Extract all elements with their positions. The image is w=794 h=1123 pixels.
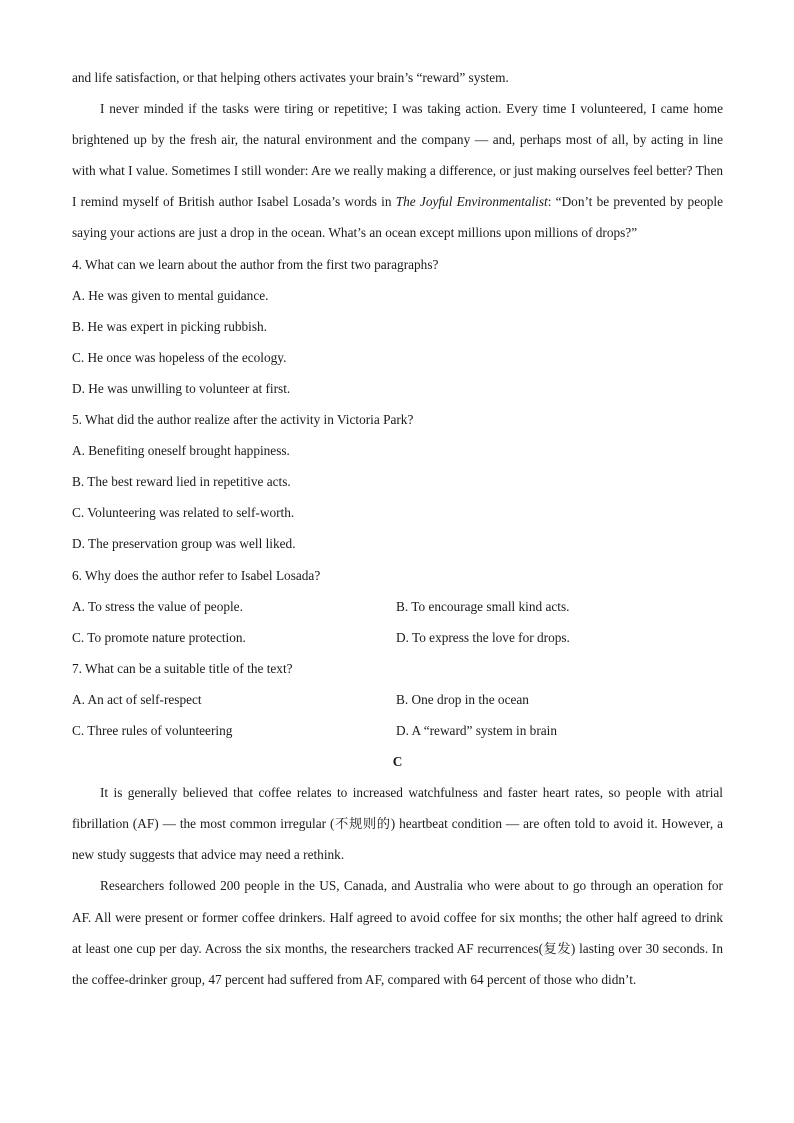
paragraph-text: I never minded if the tasks were tiring or repetitive; I was taking action. Every time I volunteered, I came home brightened up by the fresh air, the natural environment and the company — and, perhaps most of all, by acting in line with what I value. Sometimes I still wonder: Are we really making a difference, or just making ourselves feel better? Then I remind myself of British author Isabel Losada’s words in — [72, 101, 723, 210]
question-4-stem: 4. What can we learn about the author from the first two paragraphs? — [72, 256, 439, 272]
question-5-option-a: A. Benefiting oneself brought happiness. — [72, 443, 290, 459]
section-c-paragraph-2: Researchers followed 200 people in the US, Canada, and Australia who were about to go through an operation for AF. All were present or former coffee drinkers. Half agreed to avoid coffee for six months; the other half agreed to drink at least one cup per day. Across the six months, the researchers tracked AF recurrences(复发) lasting over 30 seconds. In the coffee-drinker group, 47 percent had suffered from AF, compared with 64 percent of those who didn’t. — [72, 878, 723, 987]
question-4-option-b: B. He was expert in picking rubbish. — [72, 318, 267, 334]
document-page — [72, 62, 723, 995]
question-7-option-b: B. One drop in the ocean — [396, 691, 529, 707]
passage-b-continued-line: and life satisfaction, or that helping others activates your brain’s “reward” system. — [72, 70, 509, 85]
section-c-heading: C — [392, 754, 403, 770]
question-6-options-row-1 — [72, 591, 723, 622]
book-title: The Joyful Environmentalist — [395, 194, 548, 210]
question-6-option-c: C. To promote nature protection. — [72, 629, 246, 645]
question-7-stem: 7. What can be a suitable title of the text? — [72, 660, 293, 676]
question-6-option-d: D. To express the love for drops. — [396, 629, 570, 645]
question-5-option-c: C. Volunteering was related to self-worth. — [72, 505, 295, 521]
question-4-option-c: C. He once was hopeless of the ecology. — [72, 349, 287, 365]
question-7-options-row-2 — [72, 715, 723, 746]
passage-b-paragraph — [72, 93, 723, 248]
question-5-option-d: D. The preservation group was well liked. — [72, 536, 296, 552]
question-6-option-b: B. To encourage small kind acts. — [396, 598, 570, 614]
question-6-option-a: A. To stress the value of people. — [72, 598, 243, 614]
question-6-options-row-2 — [72, 622, 723, 653]
paragraph-text-end: : “Don’t be prevented by people saying your actions are just a drop in the ocean. What’s an ocean except millions upon millions of drops?” — [72, 194, 723, 241]
question-5-option-b: B. The best reward lied in repetitive acts. — [72, 474, 291, 490]
question-6-stem: 6. Why does the author refer to Isabel Losada? — [72, 567, 321, 583]
section-c-paragraph-1: It is generally believed that coffee relates to increased watchfulness and faster heart rates, so people with atrial fibrillation (AF) — the most common irregular (不规则的) heartbeat condition — are often told to avoid it. However, a new study suggests that advice may need a rethink. — [72, 785, 723, 863]
question-5-stem: 5. What did the author realize after the activity in Victoria Park? — [72, 412, 414, 428]
question-7-option-a: A. An act of self-respect — [72, 691, 202, 707]
question-7-option-c: C. Three rules of volunteering — [72, 722, 233, 738]
question-7-option-d: D. A “reward” system in brain — [396, 722, 557, 738]
question-4-option-a: A. He was given to mental guidance. — [72, 287, 269, 303]
question-7-options-row-1 — [72, 684, 723, 715]
question-4-option-d: D. He was unwilling to volunteer at first. — [72, 380, 291, 396]
